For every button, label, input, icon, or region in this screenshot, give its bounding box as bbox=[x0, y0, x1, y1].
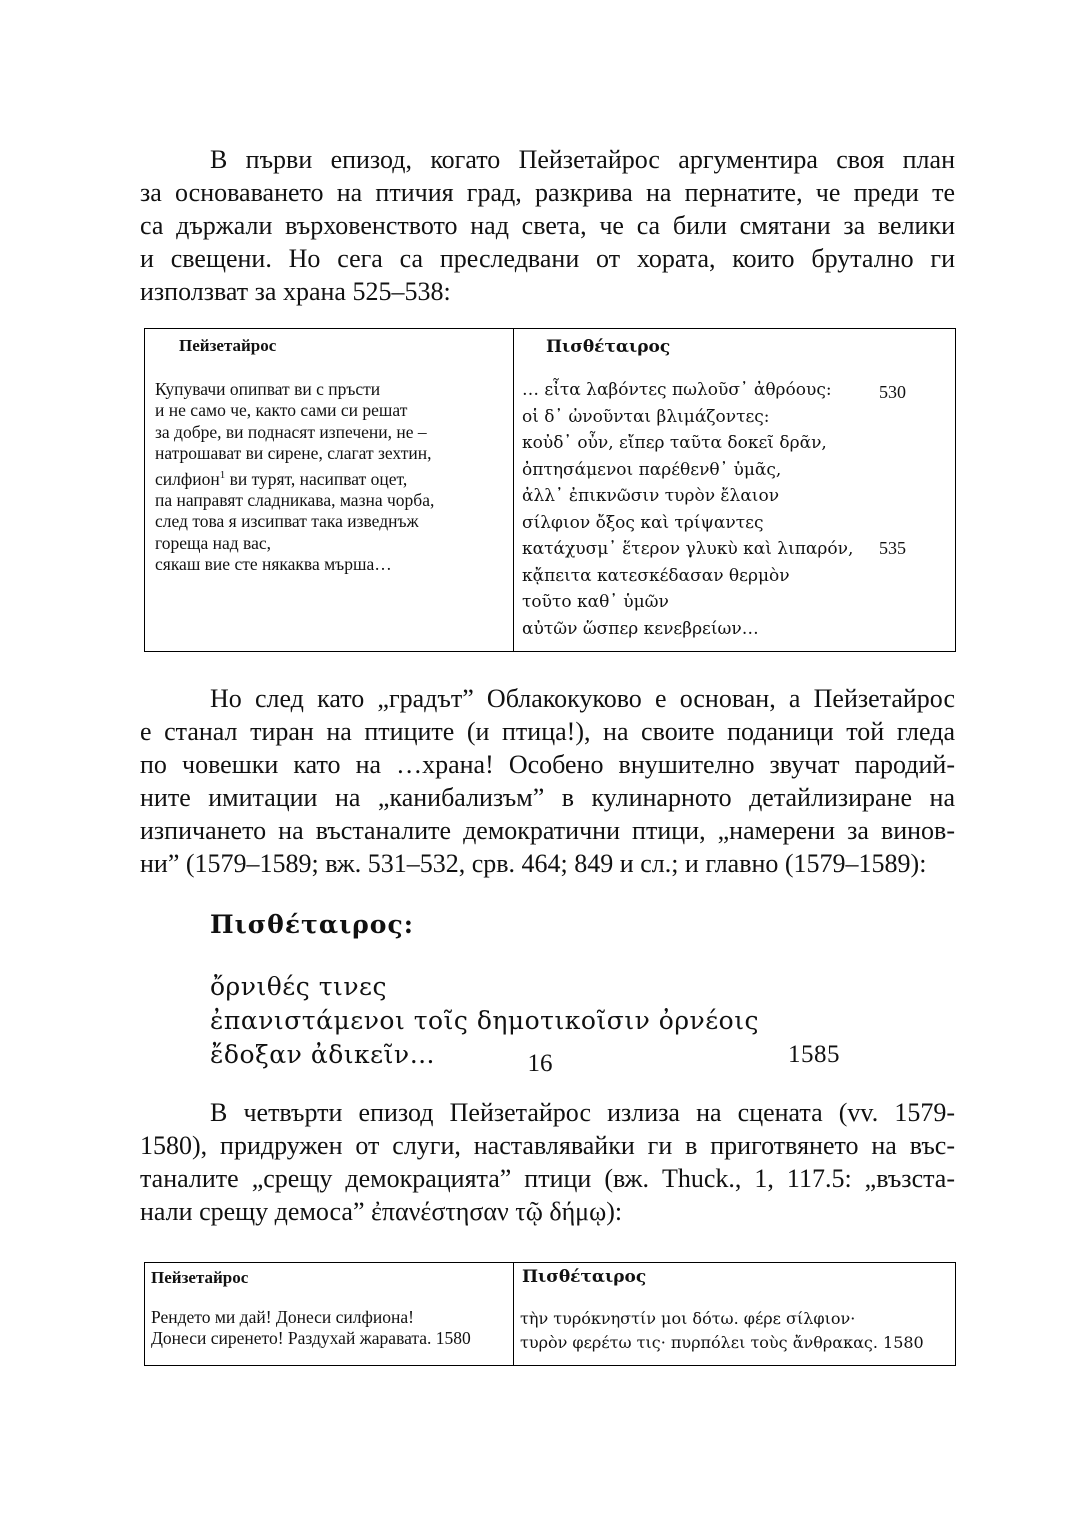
text-line: за основаването на птичия град, разкрива на пернатите, че преди те bbox=[140, 178, 955, 207]
greek-line: κοὐδ᾽ οὖν, εἴπερ ταῦτα δοκεῖ δρᾶν, bbox=[522, 433, 827, 453]
translation-line bbox=[155, 465, 513, 490]
translation-line: па направят сладникава, мазна чорба, bbox=[155, 489, 435, 510]
table-2-bulgarian-cell bbox=[145, 1263, 514, 1366]
greek-line: κᾄπειτα κατεσκέδασαν θερμὸν bbox=[522, 565, 790, 586]
text-line: са държали върховенството над света, че са били смятани за велики bbox=[140, 211, 955, 240]
translation-line: и не само че, както сами си решат bbox=[155, 400, 408, 420]
translation-table-1 bbox=[144, 328, 956, 652]
text-line: В първи епизод, когато Пейзетайрос аргументира своя план bbox=[210, 145, 955, 174]
text-line: нали срещу демоса” ἐπανέστησαν τῷ δήμῳ): bbox=[140, 1197, 623, 1226]
greek-line: σίλφιον ὄξος καὶ τρίψαντες bbox=[522, 512, 764, 533]
text-line: В четвърти епизод Пейзетайрос излиза на сцената (vv. 1579- bbox=[210, 1098, 955, 1127]
text-line: таналите „срещу демокрацията” птици (вж. Thuck., 1, 117.5: „възста- bbox=[140, 1164, 955, 1193]
translation-line: Рендето ми дай! Донеси силфиона! bbox=[151, 1306, 414, 1327]
text-line: ни” (1579–1589; вж. 531–532, срв. 464; 849 и сл.; и главно (1579–1589): bbox=[140, 849, 927, 878]
greek-line: τυρὸν φερέτω τις· πυρπόλει τοὺς ἄνθρακας. 1580 bbox=[520, 1333, 924, 1352]
footnote-mark[interactable]: 1 bbox=[219, 468, 226, 481]
column-header-greek: Πισθέταιρος bbox=[546, 337, 671, 357]
paragraph-2 bbox=[140, 682, 955, 880]
translation-line: гореща над вас, bbox=[155, 532, 271, 553]
text-line: и свещени. Но сега са преследвани от хората, които брутално ги bbox=[140, 244, 955, 273]
translation-line-part: силфион bbox=[155, 468, 220, 489]
translation-line: Купувачи опипват ви с пръсти bbox=[155, 378, 381, 399]
column-header-bulgarian: Пейзетайрос bbox=[151, 1268, 249, 1287]
bulgarian-translation bbox=[145, 357, 513, 576]
text-line: Но след като „градът” Облакокуково е основан, а Пейзетайрос bbox=[210, 684, 955, 713]
text-line: по човешки като на …храна! Особено внушително звучат пародий- bbox=[140, 750, 955, 779]
text-line: използват за храна 525–538: bbox=[140, 277, 451, 306]
greek-line: οἱ δ᾽ ὠνοῦνται βλιμάζοντες: bbox=[522, 406, 770, 427]
translation-line-part: ви турят, насипват оцет, bbox=[229, 468, 408, 489]
text-line: изпичането на въстаналите демократични птици, „намерени за винов- bbox=[140, 816, 955, 845]
translation-line: след това я изсипват така изведнъж bbox=[155, 511, 419, 532]
table-1-greek-cell bbox=[514, 329, 956, 652]
text-line: е станал тиран на птиците (и птица!), на своите поданици той гледа bbox=[140, 717, 955, 746]
verse-line-number: 1585 bbox=[788, 1041, 840, 1068]
greek-line: τὴν τυρόκνηστίν μοι δότω. φέρε σίλφιον· bbox=[520, 1309, 856, 1328]
greek-original bbox=[514, 357, 955, 642]
page-number: 16 bbox=[527, 1050, 553, 1077]
greek-line: τοῦτο καθ᾽ ὑμῶν bbox=[522, 592, 669, 612]
text-line: ните имитации на „канибализъм” в кулинарното детайлизиране на bbox=[140, 783, 955, 812]
translation-line: сякаш вие сте някаква мърша… bbox=[155, 554, 392, 575]
table-2-greek-cell bbox=[514, 1263, 956, 1366]
paragraph-1 bbox=[140, 143, 955, 308]
greek-line: αὐτῶν ὥσπερ κενεβρείων… bbox=[522, 618, 759, 639]
paragraph-3 bbox=[140, 1096, 955, 1228]
verse-line: ὄρνιθές τινες bbox=[210, 972, 387, 1001]
bulgarian-translation bbox=[145, 1289, 513, 1350]
greek-line: κατάχυσμ᾽ ἕτερον γλυκὺ καὶ λιπαρόν, bbox=[522, 539, 854, 559]
greek-line: ὀπτησάμενοι παρέθενθ᾽ ὑμᾶς, bbox=[522, 459, 782, 480]
translation-line: Донеси сиренето! Раздухай жаравата. 1580 bbox=[151, 1328, 471, 1348]
column-header-greek: Πισθέταιρος bbox=[522, 1267, 647, 1287]
table-1-bulgarian-cell bbox=[145, 329, 514, 652]
greek-line: … εἶτα λαβόντες πωλοῦσ᾽ ἀθρόους: bbox=[522, 380, 832, 400]
column-header-bulgarian: Пейзетайрос bbox=[179, 336, 277, 355]
greek-original bbox=[514, 1287, 955, 1355]
line-number-530: 530 bbox=[879, 382, 906, 402]
greek-line: ἀλλ᾽ ἐπικνῶσιν τυρὸν ἔλαιον bbox=[522, 486, 780, 506]
text-line: 1580), придружен от слуги, наставлявайки ги в приготвянето на въс- bbox=[140, 1131, 955, 1160]
translation-table-2 bbox=[144, 1262, 956, 1366]
verse-line: ἐπανιστάμενοι τοῖς δημοτικοῖσιν ὀρνέοις bbox=[210, 1006, 760, 1035]
verse-line: ἔδοξαν ἀδικεῖν… bbox=[210, 1040, 436, 1069]
translation-line: натрошават ви сирене, слагат зехтин, bbox=[155, 443, 432, 463]
translation-line: за добре, ви поднасят изпечени, не – bbox=[155, 421, 427, 442]
line-number-535: 535 bbox=[879, 538, 906, 558]
speaker-name: Πισθέταιρος: bbox=[210, 910, 414, 939]
